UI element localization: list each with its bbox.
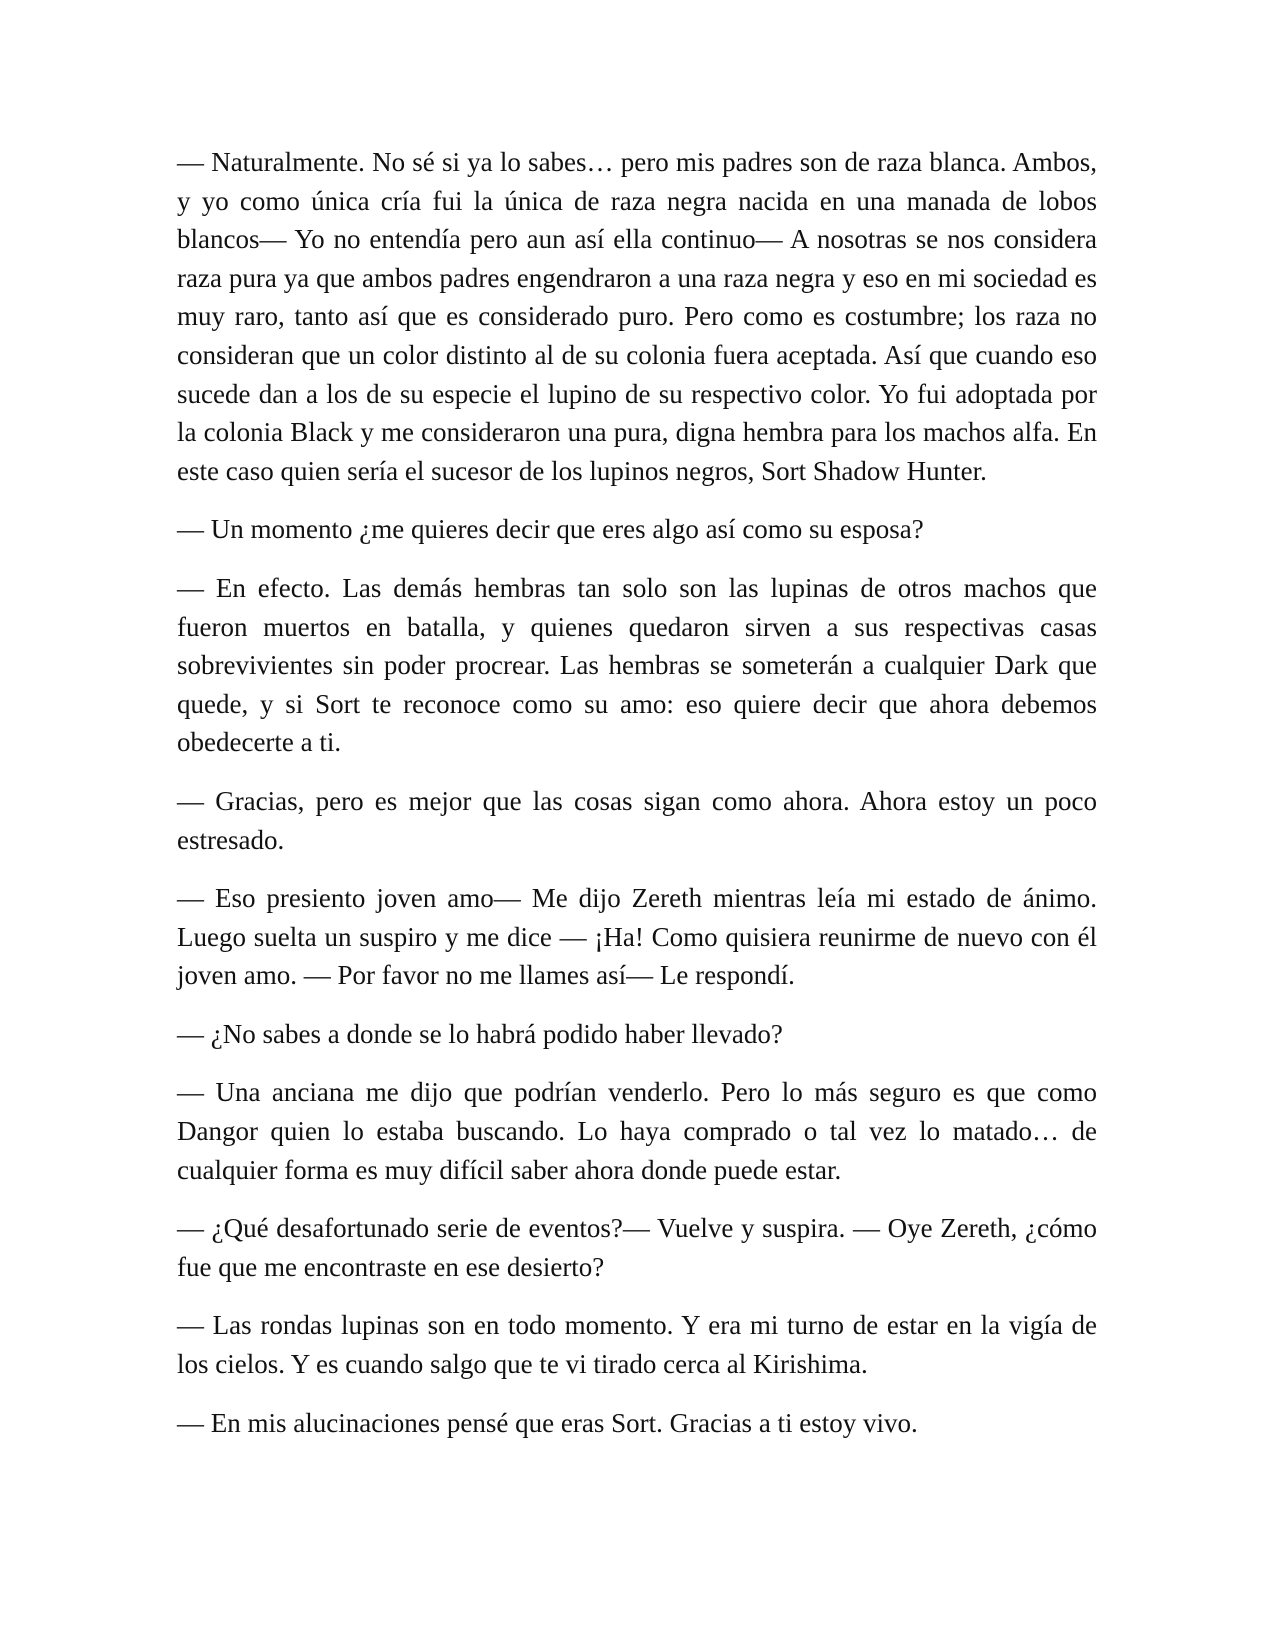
paragraph: — ¿Qué desafortunado serie de eventos?— Vuelve y suspira. — Oye Zereth, ¿cómo fue que me encontraste en ese desierto? xyxy=(177,1213,1097,1282)
document-page xyxy=(177,143,1097,1462)
paragraph: — En efecto. Las demás hembras tan solo son las lupinas de otros machos que fueron muertos en batalla, y quienes quedaron sirven a sus respectivas casas sobrevivientes sin poder procrear. Las hembras se someterán a cualquier Dark que quede, y si Sort te reconoce como su amo: eso quiere decir que ahora debemos obedecerte a ti. xyxy=(177,572,1097,758)
paragraph: — Un momento ¿me quieres decir que eres algo así como su esposa? xyxy=(177,514,924,545)
paragraph: — Gracias, pero es mejor que las cosas sigan como ahora. Ahora estoy un poco estresado. xyxy=(177,785,1097,855)
paragraph: — Una anciana me dijo que podrían venderlo. Pero lo más seguro es que como Dangor quien lo estaba buscando. Lo haya comprado o tal vez lo matado… de cualquier forma es muy difícil saber ahora donde puede estar. xyxy=(177,1077,1097,1185)
paragraph: — Eso presiento joven amo— Me dijo Zereth mientras leía mi estado de ánimo. Luego suelta un suspiro y me dice — ¡Ha! Como quisiera reunirme de nuevo con él joven amo. — Por favor no me llames así— Le respondí. xyxy=(177,883,1097,991)
paragraph: — Las rondas lupinas son en todo momento. Y era mi turno de estar en la vigía de los cielos. Y es cuando salgo que te vi tirado cerca al Kirishima. xyxy=(177,1310,1097,1380)
paragraph: — En mis alucinaciones pensé que eras Sort. Gracias a ti estoy vivo. xyxy=(177,1407,918,1438)
paragraph: — Naturalmente. No sé si ya lo sabes… pero mis padres son de raza blanca. Ambos, y yo como única cría fui la única de raza negra nacida en una manada de lobos blancos— Yo no entendía pero aun así ella continuo— A nosotras se nos considera raza pura ya que ambos padres engendraron a una raza negra y eso en mi sociedad es muy raro, tanto así que es considerado puro. Pero como es costumbre; los raza no consideran que un color distinto al de su colonia fuera aceptada. Así que cuando eso sucede dan a los de su especie el lupino de su respectivo color. Yo fui adoptada por la colonia Black y me consideraron una pura, digna hembra para los machos alfa. En este caso quien sería el sucesor de los lupinos negros, Sort Shadow Hunter. xyxy=(177,147,1097,486)
paragraph: — ¿No sabes a donde se lo habrá podido haber llevado? xyxy=(177,1018,783,1049)
